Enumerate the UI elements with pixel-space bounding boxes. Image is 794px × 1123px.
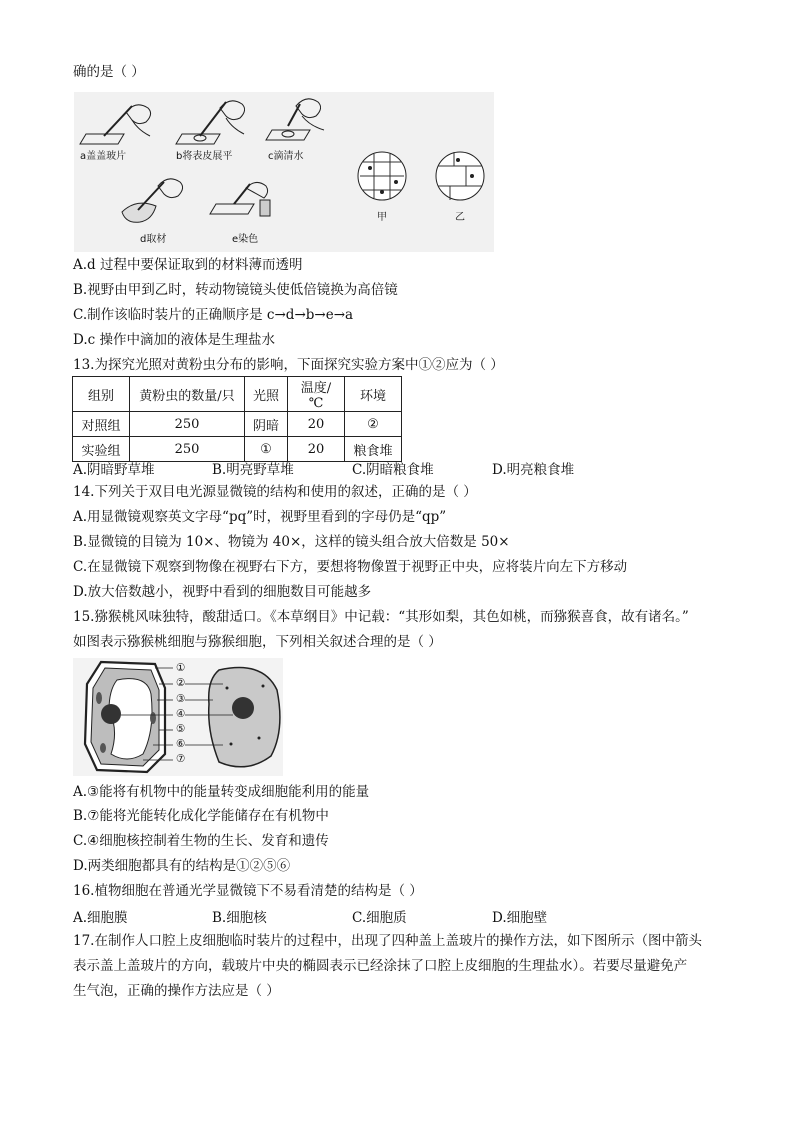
label-4: ④ xyxy=(176,708,186,720)
plant-cell xyxy=(85,662,165,772)
q16-option-a: A.细胞膜 xyxy=(73,910,128,926)
q13-stem: 13.为探究光照对黄粉虫分布的影响，下面探究实验方案中①②应为（ ） xyxy=(73,357,504,373)
q16-option-d: D.细胞壁 xyxy=(492,910,548,926)
table-cell: 对照组 xyxy=(73,412,130,437)
caption-d: d取材 xyxy=(140,234,167,245)
caption-c: c滴清水 xyxy=(268,151,304,162)
q15-option-c: C.④细胞核控制着生物的生长、发育和遗传 xyxy=(73,833,329,849)
table-header: 光照 xyxy=(245,377,288,412)
q14-option-c: C.在显微镜下观察到物像在视野右下方，要想将物像置于视野正中央，应将装片向左下方移动 xyxy=(73,559,628,575)
label-1: ① xyxy=(176,662,186,674)
q16-stem: 16.植物细胞在普通光学显微镜下不易看清楚的结构是（ ） xyxy=(73,883,423,899)
q13-option-a: A.阴暗野草堆 xyxy=(73,462,155,478)
slide-preparation-figure xyxy=(74,92,494,252)
caption-e: e染色 xyxy=(232,234,259,245)
q12-option-a: A.d 过程中要保证取到的材料薄而透明 xyxy=(73,257,303,273)
caption-a: a盖盖玻片 xyxy=(80,151,127,162)
q16-option-c: C.细胞质 xyxy=(352,910,407,926)
table-cell: 250 xyxy=(130,437,245,462)
label-7: ⑦ xyxy=(176,753,186,765)
label-5: ⑤ xyxy=(176,723,186,735)
q15-option-a: A.③能将有机物中的能量转变成细胞能利用的能量 xyxy=(73,784,370,800)
q13-option-c: C.阴暗粮食堆 xyxy=(352,462,434,478)
table-cell: 实验组 xyxy=(73,437,130,462)
table-header: 温度/℃ xyxy=(288,377,345,412)
q14-option-b: B.显微镜的目镜为 10×、物镜为 40×，这样的镜头组合放大倍数是 50× xyxy=(73,534,510,550)
q15-stem-line1: 15.猕猴桃风味独特，酸甜适口。《本草纲目》中记载：“其形如梨，其色如桃，而猕猴喜食，故有诸名。” xyxy=(73,609,689,625)
label-2: ② xyxy=(176,677,186,689)
label-3: ③ xyxy=(176,693,186,705)
table-row xyxy=(73,412,402,437)
q14-stem: 14.下列关于双目电光源显微镜的结构和使用的叙述，正确的是（ ） xyxy=(73,484,477,500)
q15-option-d: D.两类细胞都具有的结构是①②⑤⑥ xyxy=(73,858,291,874)
q13-option-d: D.明亮粮食堆 xyxy=(492,462,575,478)
q12-stem-tail: 确的是（ ） xyxy=(73,64,145,80)
q14-option-d: D.放大倍数越小，视野中看到的细胞数目可能越多 xyxy=(73,584,372,600)
table-header: 环境 xyxy=(345,377,402,412)
table-header-row xyxy=(73,377,402,412)
field-jia xyxy=(358,152,406,200)
table-cell: ② xyxy=(345,412,402,437)
q16-option-b: B.细胞核 xyxy=(212,910,267,926)
table-header: 黄粉虫的数量/只 xyxy=(130,377,245,412)
q14-option-a: A.用显微镜观察英文字母“pq”时，视野里看到的字母仍是“qp” xyxy=(73,509,447,525)
q15-stem-line2: 如图表示猕猴桃细胞与猕猴细胞，下列相关叙述合理的是（ ） xyxy=(73,634,442,650)
caption-jia: 甲 xyxy=(377,212,387,223)
q17-line1: 17.在制作人口腔上皮细胞临时装片的过程中，出现了四种盖上盖玻片的操作方法，如下图所示（图中箭头 xyxy=(73,933,702,949)
caption-yi: 乙 xyxy=(455,212,465,223)
q12-option-b: B.视野由甲到乙时，转动物镜镜头使低倍镜换为高倍镜 xyxy=(73,282,398,298)
q15-option-b: B.⑦能将光能转化成化学能储存在有机物中 xyxy=(73,808,329,824)
q17-line2: 表示盖上盖玻片的方向，载玻片中央的椭圆表示已经涂抹了口腔上皮细胞的生理盐水）。若要尽量避免产 xyxy=(73,958,688,974)
label-6: ⑥ xyxy=(176,738,186,750)
experiment-table xyxy=(72,376,402,462)
table-header: 组别 xyxy=(73,377,130,412)
field-yi xyxy=(436,152,484,200)
q13-option-b: B.明亮野草堆 xyxy=(212,462,294,478)
table-cell: 粮食堆 xyxy=(345,437,402,462)
caption-b: b将表皮展平 xyxy=(176,151,233,162)
table-cell: 20 xyxy=(288,412,345,437)
table-cell: 250 xyxy=(130,412,245,437)
table-cell: ① xyxy=(245,437,288,462)
q12-option-c: C.制作该临时装片的正确顺序是 c→d→b→e→a xyxy=(73,307,354,323)
table-cell: 阴暗 xyxy=(245,412,288,437)
q12-option-d: D.c 操作中滴加的液体是生理盐水 xyxy=(73,332,275,348)
q17-line3: 生气泡，正确的操作方法应是（ ） xyxy=(73,983,280,999)
table-cell: 20 xyxy=(288,437,345,462)
animal-cell xyxy=(209,668,280,767)
